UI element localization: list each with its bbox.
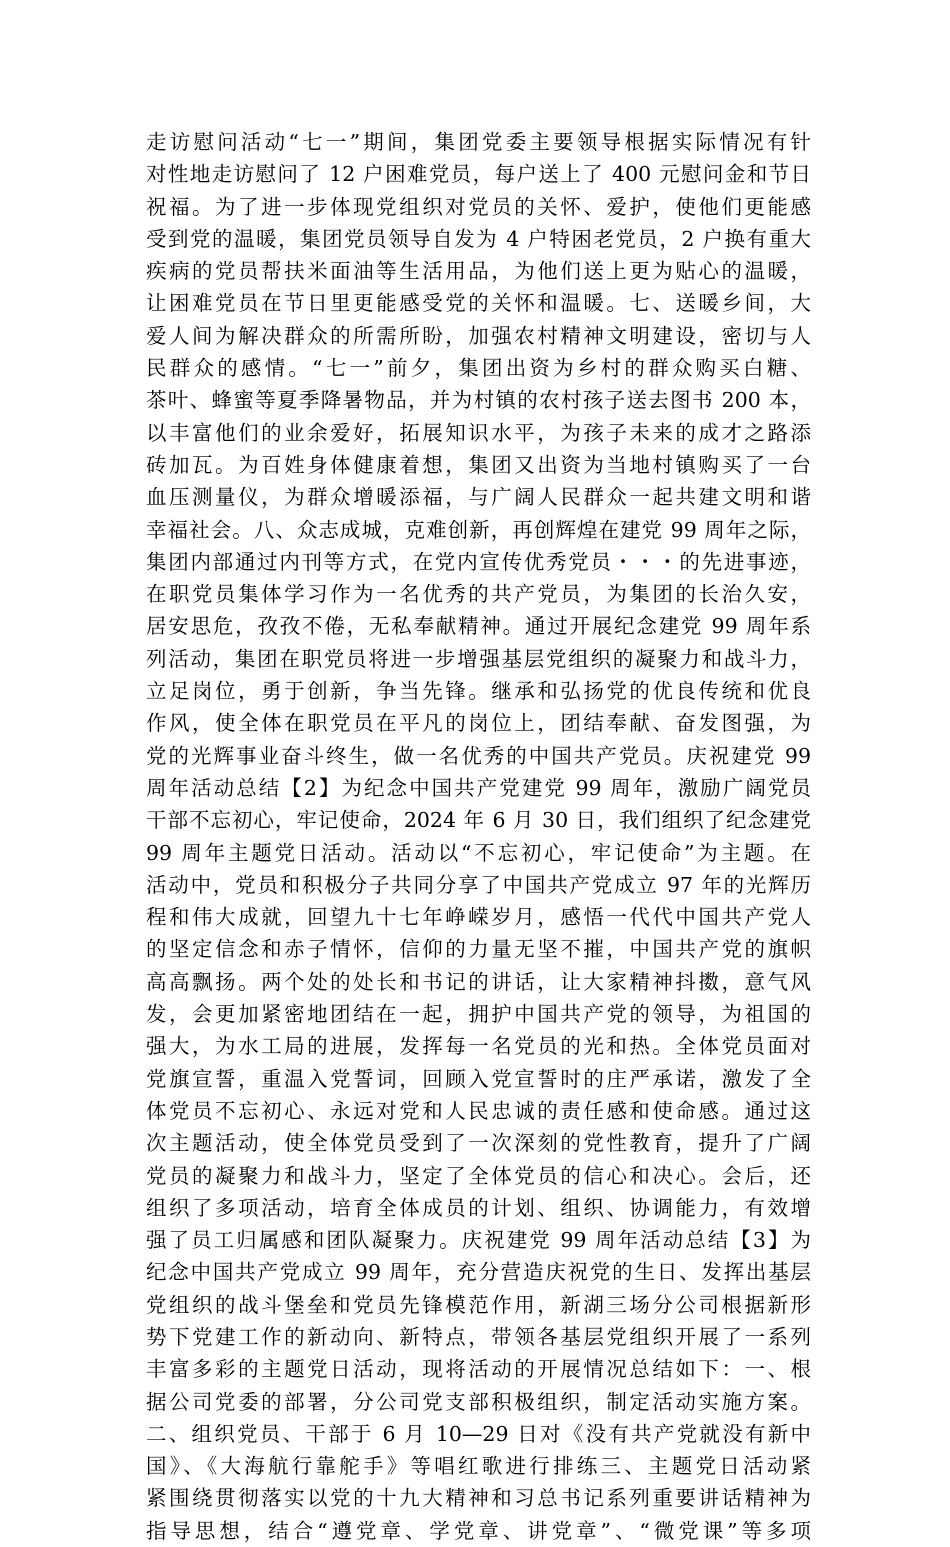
text-line: 强了员工归属感和团队凝聚力。庆祝建党 99 周年活动总结【3】为 [146,1228,811,1253]
text-line: 党旗宣誓，重温入党誓词，回顾入党宣誓时的庄严承诺，激发了全 [146,1066,811,1091]
text-line: 程和伟大成就，回望九十七年峥嵘岁月，感悟一代代中国共产党人 [146,905,811,930]
text-line: 血压测量仪，为群众增暖添福，与广阔人民群众一起共建文明和谐 [146,485,811,510]
text-line: 砖加瓦。为百姓身体健康着想，集团又出资为当地村镇购买了一台 [146,452,811,477]
text-line: 党的光辉事业奋斗终生，做一名优秀的中国共产党员。庆祝建党 99 [146,743,811,768]
text-line: 发，会更加紧密地团结在一起，拥护中国共产党的领导，为祖国的 [146,1002,811,1027]
text-line: 走访慰问活动“七一”期间，集团党委主要领导根据实际情况有针 [146,130,811,154]
text-line: 列活动，集团在职党员将进一步增强基层党组织的凝聚力和战斗力， [146,646,811,671]
text-line: 次主题活动，使全体党员受到了一次深刻的党性教育，提升了广阔 [146,1131,811,1156]
text-line: 幸福社会。八、众志成城，克难创新，再创辉煌在建党 99 周年之际， [146,517,811,542]
text-line: 爱人间为解决群众的所需所盼，加强农村精神文明建设，密切与人 [146,323,811,348]
body-text [146,126,811,1547]
text-line: 组织了多项活动，培育全体成员的计划、组织、协调能力，有效增 [146,1195,811,1220]
text-line: 以丰富他们的业余爱好，拓展知识水平，为孩子未来的成才之路添 [146,420,811,445]
text-line: 势下党建工作的新动向、新特点，带领各基层党组织开展了一系列 [146,1324,811,1349]
text-line: 立足岗位，勇于创新，争当先锋。继承和弘扬党的优良传统和优良 [146,679,811,704]
text-line: 周年活动总结【2】为纪念中国共产党建党 99 周年，激励广阔党员 [146,775,811,800]
text-line: 茶叶、蜂蜜等夏季降暑物品，并为村镇的农村孩子送去图书 200 本， [146,388,811,413]
text-line: 二、组织党员、干部于 6 月 10—29 日对《没有共产党就没有新中 [146,1421,811,1446]
text-line: 紧围绕贯彻落实以党的十九大精神和习总书记系列重要讲话精神为 [146,1486,811,1511]
text-line: 党组织的战斗堡垒和党员先锋模范作用，新湖三场分公司根据新形 [146,1292,811,1317]
text-line: 活动中，党员和积极分子共同分享了中国共产党成立 97 年的光辉历 [146,872,811,897]
text-line: 居安思危，孜孜不倦，无私奉献精神。通过开展纪念建党 99 周年系 [146,614,811,639]
text-line: 民群众的感情。“七一”前夕，集团出资为乡村的群众购买白糖、 [146,356,811,381]
text-line: 对性地走访慰问了 12 户困难党员，每户送上了 400 元慰问金和节日 [146,162,811,187]
text-line: 高高飘扬。两个处的处长和书记的讲话，让大家精神抖擞，意气风 [146,969,811,994]
text-line: 丰富多彩的主题党日活动，现将活动的开展情况总结如下：一、根 [146,1357,811,1382]
text-line: 纪念中国共产党成立 99 周年，充分营造庆祝党的生日、发挥出基层 [146,1260,811,1285]
text-line: 体党员不忘初心、永远对党和人民忠诚的责任感和使命感。通过这 [146,1098,811,1123]
text-line: 国》、《大海航行靠舵手》等唱红歌进行排练三、主题党日活动紧 [146,1454,811,1479]
text-line: 99 周年主题党日活动。活动以“不忘初心，牢记使命”为主题。在 [146,840,811,865]
text-line: 指导思想，结合“遵党章、学党章、讲党章”、“微党课”等多项 [146,1518,811,1543]
text-line: 祝福。为了进一步体现党组织对党员的关怀、爱护，使他们更能感 [146,194,811,219]
text-line: 在职党员集体学习作为一名优秀的共产党员，为集团的长治久安， [146,582,811,607]
text-line: 据公司党委的部署，分公司党支部积极组织，制定活动实施方案。 [146,1389,811,1414]
text-line: 强大，为水工局的进展，发挥每一名党员的光和热。全体党员面对 [146,1034,811,1059]
text-line: 的坚定信念和赤子情怀，信仰的力量无坚不摧，中国共产党的旗帜 [146,937,811,962]
text-line: 干部不忘初心，牢记使命，2024 年 6 月 30 日，我们组织了纪念建党 [146,808,811,833]
text-line: 疾病的党员帮扶米面油等生活用品，为他们送上更为贴心的温暖， [146,259,811,284]
text-line: 党员的凝聚力和战斗力，坚定了全体党员的信心和决心。会后，还 [146,1163,811,1188]
text-line: 让困难党员在节日里更能感受党的关怀和温暖。七、送暖乡间，大 [146,291,811,316]
text-line: 集团内部通过内刊等方式，在党内宣传优秀党员・・・的先进事迹， [146,549,811,574]
text-line: 受到党的温暖，集团党员领导自发为 4 户特困老党员，2 户换有重大 [146,226,811,251]
text-line: 作风，使全体在职党员在平凡的岗位上，团结奉献、奋发图强，为 [146,711,811,736]
